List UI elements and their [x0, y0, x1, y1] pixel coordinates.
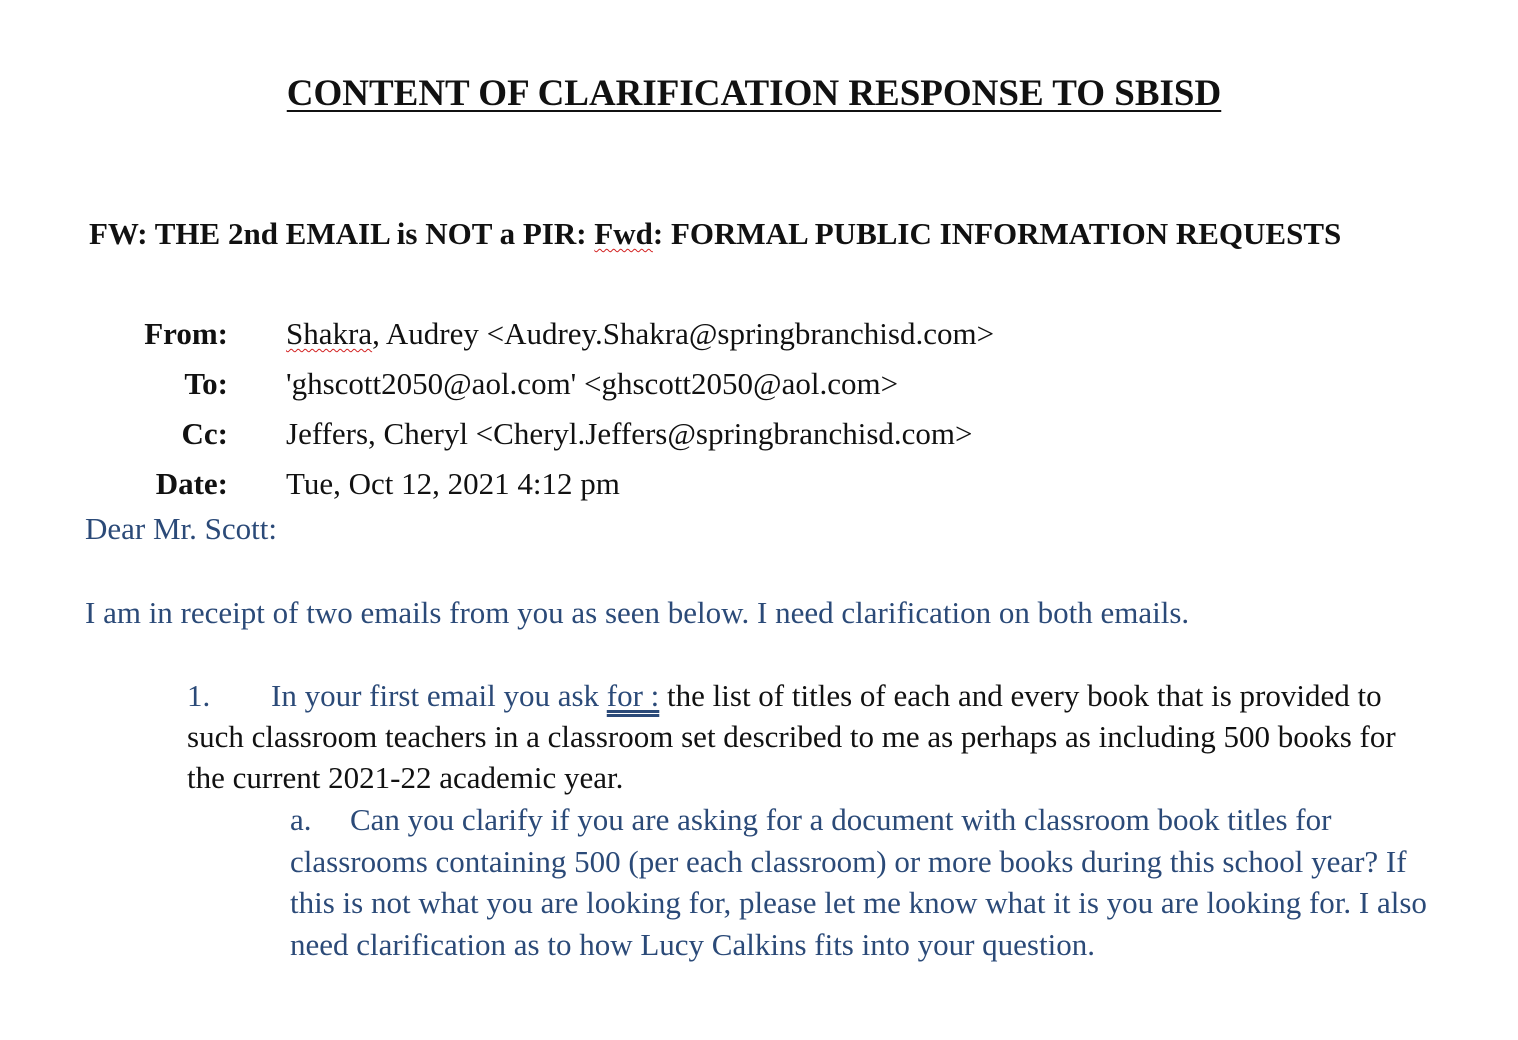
to-row	[0, 359, 994, 409]
to-value: 'ghscott2050@aol.com' <ghscott2050@aol.com>	[286, 366, 899, 401]
spellcheck-flagged-word: Fwd	[594, 216, 653, 251]
email-header	[0, 309, 994, 509]
cc-label: Cc:	[181, 416, 228, 451]
sub-item-text: Can you clarify if you are asking for a document with classroom book titles for classrooms containing 500 (per each classroom) or more books during this school year? If this is not what you are looking for, please let me know what it is you are looking for. I also need clarification as to how Lucy Calkins fits into your question.	[290, 802, 1427, 962]
sub-item-letter: a.	[290, 802, 312, 837]
date-value: Tue, Oct 12, 2021 4:12 pm	[286, 466, 620, 501]
list-number: 1.	[187, 678, 211, 713]
date-label: Date:	[155, 466, 228, 501]
sub-item-a	[290, 799, 1430, 965]
email-subject: FW: THE 2nd EMAIL is NOT a PIR: Fwd: FORMAL PUBLIC INFORMATION REQUESTS	[89, 216, 1342, 251]
cc-value: Jeffers, Cheryl <Cheryl.Jeffers@springbranchisd.com>	[286, 416, 973, 451]
from-value: Shakra, Audrey <Audrey.Shakra@springbranchisd.com>	[286, 316, 995, 351]
greeting: Dear Mr. Scott:	[85, 511, 277, 546]
list-item-1	[187, 675, 1427, 798]
cc-row	[0, 409, 994, 459]
from-label: From:	[144, 316, 228, 351]
spellcheck-flagged-name: Shakra	[286, 316, 373, 351]
item1-quote: the list of titles of each and every book that is provided to such classroom teachers in a classroom set described to me as perhaps as including 500 books for the current 2021-22 academic year.	[187, 678, 1396, 795]
to-label: To:	[184, 366, 228, 401]
item1-lead: In your first email you ask	[271, 678, 607, 713]
document-title: CONTENT OF CLARIFICATION RESPONSE TO SBISD	[286, 73, 1222, 114]
date-row	[0, 459, 994, 509]
item1-underlined: for :	[606, 678, 660, 713]
intro-paragraph: I am in receipt of two emails from you as seen below. I need clarification on both emails.	[85, 595, 1190, 630]
from-row	[0, 309, 994, 359]
